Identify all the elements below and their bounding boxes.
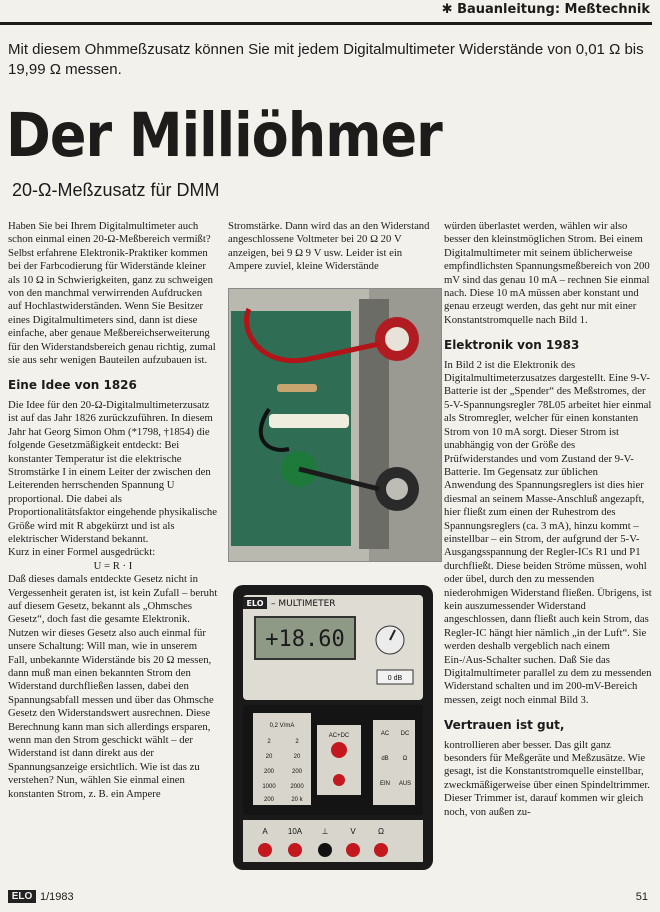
page-header	[0, 0, 660, 26]
magazine-logo: ELO	[8, 890, 36, 903]
range-label: 0 dB	[387, 675, 403, 682]
article-subtitle: 20-Ω-Meßzusatz für DMM	[12, 180, 220, 200]
section-heading: Vertrauen ist gut,	[444, 718, 565, 733]
section-label: ✱ Bauanleitung: Meßtechnik	[441, 2, 650, 17]
multimeter-display: +18.60	[265, 627, 345, 652]
multimeter-model: – MULTIMETER	[271, 599, 336, 609]
terminal-label-a: A	[262, 827, 268, 836]
paragraph: In Bild 2 ist die Elektronik des Digitalmultimeterzusatzes dargestellt. Eine 9-V-Batterie ist der „Spender“ des Meßstromes, der 5-V-Spannungsregler 78L05 arbeitet hier einmal als Stromregler, welcher für einen konstanten Strom von 10 mA sorgt. Dieser Strom ist unabhängig von der Größe des Prüfwiderstandes und vom Zustand der 9-V-Batterie. Im Gegensatz zur üblichen Anwendung des Spannungsreglers ist dies hier diesmal an seinem Masse-Anschluß angezapft, hier fließt zum einen der Ruhestrom des Spannungsreglers (ca. 3 mA), hinzu kommt – einstellbar – ein Strom, der aufgrund der 5-V-Ausgangsspannung der Regler-ICs R1 und P1 durchfließt. Diese beiden Ströme müssen, wohl oder übel, durch den zu messenden niederohmigen Widerstand fließen. Übrigens, ist kein auszumessender Widerstand angeschlossen, dann fließt auch kein Strom, das Regler-IC hängt hier nämlich „in der Luft“. Sie werden deshalb vergeblich nach einem Ein-/Aus-Schalter suchen. Daß Sie das Digitalmultimeter parallel zu dem zu messenden Widerstand schalten und im 200-mV-Bereich messen, zeigt noch einmal Bild 3.	[444, 358, 652, 706]
paragraph: kontrollieren aber besser. Das gilt ganz besonders für Meßgeräte und Meßzusätze. Wie gesagt, ist die Konstantstromquelle einstellbar, zweckmäßigerweise über einen Spindeltrimmer. Dieser Trimmer ist, darauf kommen wir gleich noch, von außen zu-	[444, 738, 650, 818]
header-rule	[0, 22, 652, 25]
article-title: Der Milliöhmer	[6, 100, 442, 171]
paragraph: würden überlastet werden, wählen wir also besser den kleinstmöglichen Strom. Bei einem Digitalmultimeter mit seinem üblicherweise empfindlichsten Spannungsmeßbereich von 200 mV sind das genau 10 mA – rechnen Sie einmal nach. Diese 10 mA müssen aber konstant und genau erzeugt werden, das geht nur mit einer Konstantstromquelle nach Bild 1.	[444, 220, 650, 326]
scale-label-4: 1000	[262, 784, 276, 790]
section-heading: Elektronik von 1983	[444, 338, 580, 353]
paragraph: Stromstärke. Dann wird das an den Widerstand angeschlossene Voltmeter bei 20 Ω 20 V anzeigen, bei 9 Ω 9 V usw. Leider ist ein Ampere zuviel, kleine Widerstände	[228, 220, 430, 273]
lead-text: Mit diesem Ohmmeßzusatz können Sie mit jedem Digitalmultimeter Widerstände von 0,01 Ω bis 19,99 Ω messen.	[8, 41, 644, 78]
formula: U = R · I	[93, 559, 133, 572]
multimeter-brand: ELO	[246, 599, 264, 608]
column-1	[8, 220, 218, 801]
terminal-label-ground: ⊥	[321, 827, 329, 836]
page-footer	[0, 888, 660, 912]
mode-label-3: dB	[381, 756, 389, 762]
terminal-label-v: V	[350, 827, 356, 836]
circuit-photo	[228, 288, 442, 562]
scale-right-4: 20 k	[291, 797, 303, 803]
mode-label-2: DC	[400, 731, 410, 737]
scale-label-2: 20	[265, 754, 273, 760]
issue-number: 1/1983	[40, 891, 74, 903]
mode-label-5: EIN	[379, 781, 391, 787]
paragraph: Daß dieses damals entdeckte Gesetz nicht in Vergessenheit geraten ist, ist kein Zufall – beruht auf diesem Gesetz, bekannt als „Ohmsches Gesetz“, doch fast die gesamte Elektronik. Nutzen wir dieses Gesetz also auch einmal für unsere Schaltung: Will man, wie in unserem Fall, unbekannte Widerstände bis 20 Ω messen, dann muß man einen bekannten Strom den Widerstand durchfließen lassen, dabei den Spannungsabfall messen und über das Ohmsche Gesetz den Widerstandswert ausrechnen. Diese Berechnung kann man sich allerdings ersparen, wenn man den Strom geschickt wählt – der Widerstand ist dann direkt aus der Spannungsanzeige ersichtlich. Wie ist das zu verstehen? Nun, wählen Sie einmal einen konstanten Strom, z. B. ein Ampere	[8, 573, 218, 800]
mode-label-6: AUS	[398, 781, 412, 787]
column-2	[228, 220, 438, 274]
scale-right-3: 2000	[290, 784, 304, 790]
mode-label-4: Ω	[402, 756, 408, 762]
scale-label-1: 2	[267, 739, 271, 745]
scale-right-2: 200	[291, 769, 303, 775]
paragraph: Kurz in einer Formel ausgedrückt:	[8, 546, 156, 559]
column-3	[444, 220, 652, 819]
mode-label-1: AC	[380, 731, 390, 737]
terminal-label-10a: 10A	[287, 827, 303, 836]
scale-right-1: 20	[293, 754, 301, 760]
multimeter-photo	[225, 575, 440, 875]
mode-label-0: AC+DC	[328, 733, 350, 739]
scale-label-0: 0,2 V/mA	[269, 723, 295, 729]
scale-label-3: 200	[263, 769, 275, 775]
page-number: 51	[635, 891, 648, 903]
paragraph: Die Idee für den 20-Ω-Digitalmultimeterzusatz ist auf das Jahr 1826 zurückzuführen. In diesem Jahr hat Georg Simon Ohm (*1798, †1854) die folgende Gesetzmäßigkeit entdeckt: Bei konstanter Temperatur ist die elektrische Stromstärke I in einem Leiter der zwischen den Leiterenden herrschenden Spannung U proportional. Die dabei als Proportionalitätsfaktor eingehende physikalische Größe wird mit R abgekürzt und ist als elektrischer Widerstand bekannt.	[8, 398, 217, 545]
scale-right-0: 2	[295, 739, 299, 745]
terminal-label-ohm: Ω	[378, 827, 384, 836]
paragraph: Haben Sie bei Ihrem Digitalmultimeter auch schon einmal einen 20-Ω-Meßbereich vermißt? Selbst erfahrene Elektronik-Praktiker kommen bei der Farbcodierung für Widerstände kleiner als 10 Ω in Schwierigkeiten, ganz zu schweigen von den manchmal verwirrenden Aufdrucken auf Hochlastwiderständen. Wenn Sie Besitzer eines Digitalmultimeters sind, dann ist diese einfache, aber genaue Meßbereichserweiterung für den Widerstandsbereich genau richtig, zumal sie aus sehr wenigen Bauteilen aufzubauen ist.	[8, 220, 216, 367]
scale-label-5: 200	[263, 797, 275, 803]
section-heading: Eine Idee von 1826	[8, 378, 137, 393]
